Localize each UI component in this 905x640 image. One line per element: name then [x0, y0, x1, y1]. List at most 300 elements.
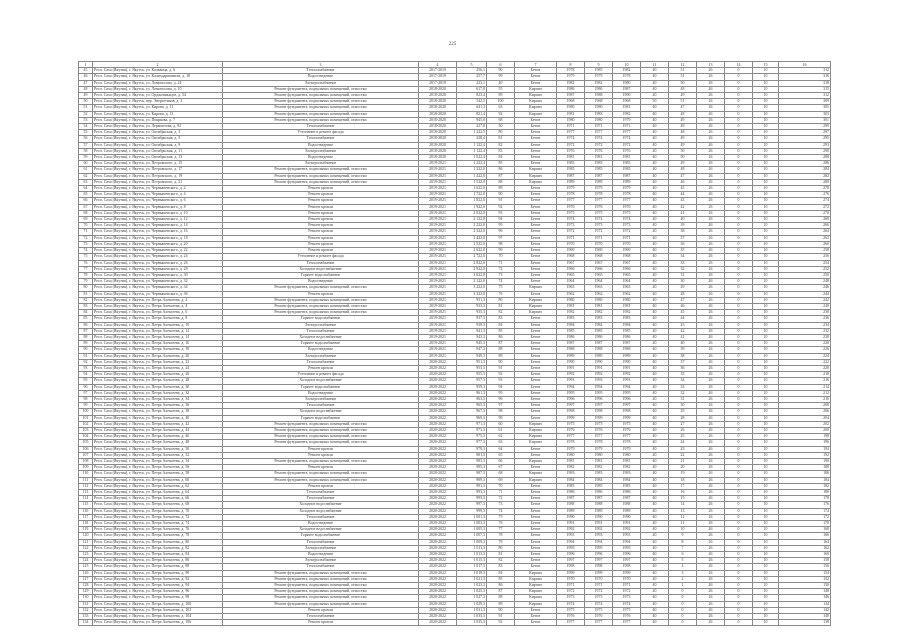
table-cell: 1971: [585, 583, 613, 589]
table-cell: 48: [669, 111, 697, 117]
table-cell: 10: [753, 223, 779, 229]
table-cell: 10: [753, 155, 779, 161]
table-cell: 26: [697, 601, 725, 607]
table-cell: 49: [669, 142, 697, 148]
table-cell: 40: [641, 266, 669, 272]
table-cell: Бетон: [515, 192, 557, 198]
table-cell: 0: [725, 74, 753, 80]
table-cell: 228: [779, 341, 831, 347]
table-cell: 40: [641, 471, 669, 477]
table-cell: 40: [641, 341, 669, 347]
table-cell: Респ. Саха (Якутия), г. Якутск, ул. Петра Алексеева, д. 88: [93, 564, 223, 570]
table-cell: 1 522,0: [457, 179, 487, 185]
table-cell: Респ. Саха (Якутия), г. Якутск, ул. Чернышевского, д. 12: [93, 217, 223, 223]
table-cell: Респ. Саха (Якутия), г. Якутск, ул. Петра Алексеева, д. 74: [93, 521, 223, 527]
table-cell: 51: [669, 99, 697, 105]
table-cell: 79: [79, 279, 93, 285]
table-cell: 26: [697, 527, 725, 533]
table-cell: 26: [697, 272, 725, 278]
table-cell: 26: [697, 384, 725, 390]
table-cell: Бетон: [515, 322, 557, 328]
table-cell: 973,3: [457, 427, 487, 433]
table-cell: 278: [779, 186, 831, 192]
table-cell: 0: [725, 179, 753, 185]
table-cell: Ремонт кровли: [223, 186, 419, 192]
table-cell: Респ. Саха (Якутия), г. Якутск, ул. Петра Алексеева, д. 100: [93, 601, 223, 607]
table-cell: 1966: [613, 266, 641, 272]
table-cell: 2019-2021: [419, 223, 457, 229]
table-cell: Респ. Саха (Якутия), г. Якутск, ул. Петровского, д. 15: [93, 161, 223, 167]
table-cell: 1974: [557, 217, 585, 223]
table-cell: 0: [725, 403, 753, 409]
table-cell: 40: [641, 465, 669, 471]
table-cell: 0: [725, 365, 753, 371]
table-cell: 1970: [585, 576, 613, 582]
table-cell: 0: [725, 378, 753, 384]
table-cell: 985,3: [457, 465, 487, 471]
table-cell: 89: [487, 601, 515, 607]
table-cell: 40: [641, 533, 669, 539]
table-cell: 218: [779, 372, 831, 378]
table-cell: Холодное водоснабжение: [223, 502, 419, 508]
table-cell: Холодное водоснабжение: [223, 508, 419, 514]
table-cell: 1973: [613, 595, 641, 601]
table-cell: 73: [487, 502, 515, 508]
table-cell: 1977: [585, 434, 613, 440]
table-cell: 48: [669, 130, 697, 136]
table-cell: 101: [79, 415, 93, 421]
table-cell: 10: [753, 421, 779, 427]
table-cell: 2019-2021: [419, 173, 457, 179]
table-cell: 2 722,0: [457, 254, 487, 260]
table-cell: 617,8: [457, 86, 487, 92]
table-cell: 40: [641, 446, 669, 452]
table-cell: 82: [487, 142, 515, 148]
table-cell: 1964: [557, 279, 585, 285]
table-cell: 1997: [557, 403, 585, 409]
table-cell: 2018-2020: [419, 148, 457, 154]
table-cell: Бетон: [515, 564, 557, 570]
table-cell: 40: [641, 161, 669, 167]
table-cell: 10: [753, 465, 779, 471]
table-cell: 10: [753, 142, 779, 148]
table-cell: 26: [697, 186, 725, 192]
table-cell: 124: [79, 558, 93, 564]
table-cell: Респ. Саха (Якутия), г. Якутск, ул. Петра Алексеева, д. 46: [93, 434, 223, 440]
table-cell: Кирпич: [515, 576, 557, 582]
table-cell: 26: [697, 316, 725, 322]
table-cell: 26: [697, 359, 725, 365]
table-cell: 949,3: [457, 353, 487, 359]
table-cell: Респ. Саха (Якутия), г. Якутск, ул. Чернышевского, д. 28: [93, 266, 223, 272]
table-cell: 40: [669, 341, 697, 347]
table-cell: Респ. Саха (Якутия), г. Якутск, ул. Петра Алексеева, д. 14: [93, 334, 223, 340]
table-cell: 10: [753, 539, 779, 545]
table-cell: 1987: [613, 173, 641, 179]
table-cell: 293: [779, 142, 831, 148]
table-cell: 1989: [613, 179, 641, 185]
table-cell: 1987: [613, 496, 641, 502]
table-cell: Ремонт кровли: [223, 204, 419, 210]
table-cell: 1981: [557, 459, 585, 465]
table-cell: 114: [79, 496, 93, 502]
table-cell: Ремонт кровли: [223, 483, 419, 489]
table-cell: 1994: [613, 384, 641, 390]
table-cell: 26: [697, 266, 725, 272]
table-cell: 2 222,0: [457, 223, 487, 229]
table-cell: 2019-2021: [419, 241, 457, 247]
table-cell: 2019-2021: [419, 322, 457, 328]
table-cell: Горячее водоснабжение: [223, 533, 419, 539]
table-cell: 81: [487, 303, 515, 309]
table-cell: Холодное водоснабжение: [223, 527, 419, 533]
table-cell: 40: [641, 167, 669, 173]
table-cell: 2020-2022: [419, 614, 457, 620]
table-cell: 979,3: [457, 446, 487, 452]
table-cell: 1991: [557, 365, 585, 371]
table-cell: Кирпич: [515, 459, 557, 465]
table-cell: 1981: [585, 155, 613, 161]
table-cell: 1985: [613, 328, 641, 334]
table-cell: 10: [753, 198, 779, 204]
table-cell: 1993: [585, 378, 613, 384]
table-cell: Водоотведение: [223, 279, 419, 285]
table-cell: 2020-2022: [419, 589, 457, 595]
table-cell: 103: [79, 427, 93, 433]
table-cell: 62: [79, 173, 93, 179]
table-cell: 26: [697, 303, 725, 309]
table-cell: 10: [753, 576, 779, 582]
table-cell: 49: [79, 93, 93, 99]
table-cell: 36: [669, 241, 697, 247]
table-cell: 40: [641, 192, 669, 198]
table-cell: 2 322,0: [457, 229, 487, 235]
table-cell: 174: [779, 508, 831, 514]
table-cell: Респ. Саха (Якутия), г. Якутск, ул. Орджоникидзе, д. 54: [93, 93, 223, 99]
table-cell: 65: [487, 452, 515, 458]
table-cell: 2019-2021: [419, 316, 457, 322]
table-cell: Кирпич: [515, 310, 557, 316]
table-cell: 10: [753, 316, 779, 322]
table-cell: 0: [725, 93, 753, 99]
table-cell: 70: [487, 483, 515, 489]
table-cell: 99: [487, 248, 515, 254]
table-cell: 26: [697, 204, 725, 210]
table-cell: 0: [725, 446, 753, 452]
table-cell: 0: [725, 223, 753, 229]
table-cell: 971,3: [457, 421, 487, 427]
table-cell: 214: [779, 384, 831, 390]
table-cell: 0: [725, 235, 753, 241]
table-cell: 69: [79, 217, 93, 223]
table-cell: 166: [779, 533, 831, 539]
table-cell: 36: [669, 365, 697, 371]
table-cell: 1980: [585, 105, 613, 111]
table-cell: Респ. Саха (Якутия), г. Якутск, ул. Петра Алексеева, д. 96: [93, 589, 223, 595]
table-cell: 29: [669, 285, 697, 291]
table-cell: 10: [753, 545, 779, 551]
table-cell: 69: [487, 477, 515, 483]
table-cell: 2: [669, 576, 697, 582]
table-cell: 242: [779, 297, 831, 303]
table-cell: 10: [753, 303, 779, 309]
table-cell: 0: [725, 155, 753, 161]
table-cell: Бетон: [515, 452, 557, 458]
table-cell: 2020-2022: [419, 527, 457, 533]
table-cell: 1998: [557, 409, 585, 415]
table-cell: 1968: [613, 254, 641, 260]
table-cell: 40: [641, 105, 669, 111]
table-cell: 1965: [613, 272, 641, 278]
table-cell: 1977: [613, 434, 641, 440]
table-cell: 26: [697, 496, 725, 502]
table-cell: Респ. Саха (Якутия), г. Якутск, ул. Ломоносова, д. 10: [93, 86, 223, 92]
table-cell: 1989: [585, 508, 613, 514]
table-cell: 83: [487, 564, 515, 570]
table-cell: 0: [725, 409, 753, 415]
table-cell: 975,3: [457, 434, 487, 440]
table-cell: 1981: [585, 459, 613, 465]
table-cell: 97: [487, 403, 515, 409]
table-cell: Респ. Саха (Якутия), г. Якутск, ул. Петра Алексеева, д. 42: [93, 421, 223, 427]
table-cell: 1976: [557, 614, 585, 620]
table-cell: Ремонт кровли: [223, 291, 419, 297]
table-cell: 222: [779, 359, 831, 365]
table-cell: 83: [79, 303, 93, 309]
table-cell: 40: [641, 601, 669, 607]
table-cell: 109: [79, 465, 93, 471]
table-cell: 1981: [613, 105, 641, 111]
table-cell: 2020-2022: [419, 545, 457, 551]
table-cell: 26: [697, 136, 725, 142]
table-cell: 1975: [585, 421, 613, 427]
table-cell: 40: [641, 217, 669, 223]
table-cell: 40: [641, 372, 669, 378]
table-cell: 0: [725, 607, 753, 613]
table-cell: 88: [487, 347, 515, 353]
table-cell: 10: [753, 521, 779, 527]
table-cell: Респ. Саха (Якутия), г. Якутск, пер. Энергетиков, д. 3: [93, 99, 223, 105]
table-cell: 1982: [613, 465, 641, 471]
table-cell: 138: [779, 620, 831, 626]
table-cell: 152: [779, 576, 831, 582]
table-cell: 981,3: [457, 452, 487, 458]
table-cell: 995,3: [457, 496, 487, 502]
table-cell: 75: [487, 514, 515, 520]
table-cell: 40: [641, 496, 669, 502]
table-cell: 0: [725, 161, 753, 167]
table-cell: 40: [641, 490, 669, 496]
table-cell: 0: [725, 297, 753, 303]
table-cell: 1988: [613, 502, 641, 508]
table-cell: 2018-2020: [419, 86, 457, 92]
table-cell: 1989: [557, 508, 585, 514]
table-cell: 1981: [613, 459, 641, 465]
table-cell: Кирпич: [515, 471, 557, 477]
table-cell: 1990: [613, 93, 641, 99]
table-cell: Теплоснабжение: [223, 614, 419, 620]
table-cell: Водоотведение: [223, 142, 419, 148]
table-cell: 68: [487, 117, 515, 123]
table-cell: 1968: [585, 254, 613, 260]
table-cell: Утепление и ремонт фасада: [223, 254, 419, 260]
table-cell: 37: [669, 235, 697, 241]
table-cell: 10: [753, 390, 779, 396]
table-cell: 0: [725, 502, 753, 508]
table-cell: 0: [725, 204, 753, 210]
table-cell: 40: [641, 502, 669, 508]
table-cell: 268: [779, 217, 831, 223]
table-cell: 130: [79, 595, 93, 601]
table-cell: Респ. Саха (Якутия), г. Якутск, ул. Октябрьская, д. 11: [93, 148, 223, 154]
table-cell: 61: [487, 427, 515, 433]
table-cell: 208: [779, 403, 831, 409]
table-cell: Респ. Саха (Якутия), г. Якутск, ул. Чернышевского, д. 24: [93, 254, 223, 260]
table-cell: 1974: [557, 601, 585, 607]
table-cell: 10: [753, 620, 779, 626]
table-cell: 1978: [613, 74, 641, 80]
table-cell: 2020-2022: [419, 607, 457, 613]
table-cell: 91: [79, 353, 93, 359]
table-cell: 0: [725, 614, 753, 620]
table-cell: Ремонт фундамента, подвальных помещений, отмостки: [223, 583, 419, 589]
table-cell: 1968: [557, 99, 585, 105]
table-cell: Бетон: [515, 396, 557, 402]
table-cell: 1985: [613, 167, 641, 173]
table-cell: 1969: [585, 248, 613, 254]
table-cell: 26: [697, 279, 725, 285]
table-cell: 40: [641, 155, 669, 161]
column-header: 9: [585, 62, 613, 68]
table-cell: 98: [79, 396, 93, 402]
table-cell: 931,3: [457, 297, 487, 303]
table-cell: 50: [669, 80, 697, 86]
table-cell: 91: [487, 198, 515, 204]
table-cell: 40: [641, 427, 669, 433]
table-cell: 156: [779, 564, 831, 570]
table-cell: 1983: [585, 471, 613, 477]
table-cell: 1984: [585, 477, 613, 483]
table-cell: Кирпич: [515, 93, 557, 99]
table-cell: 93: [487, 210, 515, 216]
table-cell: 26: [697, 452, 725, 458]
table-cell: 0: [725, 272, 753, 278]
table-cell: Бетон: [515, 545, 557, 551]
table-cell: 26: [697, 396, 725, 402]
table-cell: Бетон: [515, 161, 557, 167]
table-cell: 146: [779, 595, 831, 601]
table-cell: Респ. Саха (Якутия), г. Якутск, ул. Петра Алексеева, д. 28: [93, 378, 223, 384]
table-cell: 1970: [585, 241, 613, 247]
table-cell: Респ. Саха (Якутия), г. Якутск, ул. Чернышевского, д. 4: [93, 192, 223, 198]
table-cell: 1974: [613, 136, 641, 142]
table-cell: 2 522,0: [457, 241, 487, 247]
table-cell: 2020-2022: [419, 564, 457, 570]
table-cell: 1 003,3: [457, 521, 487, 527]
table-cell: Ремонт фундамента, подвальных помещений, отмостки: [223, 471, 419, 477]
table-cell: 99: [487, 74, 515, 80]
table-cell: 257,7: [457, 74, 487, 80]
table-cell: 1 122,4: [457, 142, 487, 148]
table-cell: 1976: [585, 614, 613, 620]
table-cell: 297: [779, 130, 831, 136]
table-cell: 10: [753, 68, 779, 74]
table-cell: 1999: [613, 570, 641, 576]
table-cell: Респ. Саха (Якутия), г. Якутск, ул. Чернышевского, д. 18: [93, 235, 223, 241]
table-cell: 26: [697, 173, 725, 179]
table-cell: 40: [641, 564, 669, 570]
table-cell: 953,3: [457, 365, 487, 371]
table-cell: 2020-2022: [419, 434, 457, 440]
table-cell: 1 005,3: [457, 527, 487, 533]
table-cell: 92: [487, 204, 515, 210]
table-cell: 965,3: [457, 403, 487, 409]
table-cell: 1989: [585, 353, 613, 359]
table-cell: 0: [725, 248, 753, 254]
table-cell: 260: [779, 241, 831, 247]
table-cell: 10: [753, 403, 779, 409]
table-cell: 121: [79, 539, 93, 545]
table-cell: 1977: [585, 130, 613, 136]
table-cell: Респ. Саха (Якутия), г. Якутск, ул. Петра Алексеева, д. 10: [93, 322, 223, 328]
table-cell: 1987: [557, 93, 585, 99]
table-cell: 26: [697, 421, 725, 427]
table-cell: Холодное водоснабжение: [223, 334, 419, 340]
table-cell: 20: [669, 465, 697, 471]
table-cell: 40: [641, 148, 669, 154]
table-cell: 38: [669, 353, 697, 359]
table-cell: 0: [725, 167, 753, 173]
table-cell: 2020-2022: [419, 496, 457, 502]
table-cell: 61: [79, 167, 93, 173]
table-cell: 26: [697, 68, 725, 74]
table-cell: 80: [487, 297, 515, 303]
table-cell: Респ. Саха (Якутия), г. Якутск, ул. Чернышевского, д. 36: [93, 291, 223, 297]
table-cell: 0: [725, 310, 753, 316]
table-cell: 1 029,3: [457, 601, 487, 607]
table-cell: Респ. Саха (Якутия), г. Якутск, ул. Петра Алексеева, д. 104: [93, 614, 223, 620]
table-cell: 1978: [557, 440, 585, 446]
table-cell: 1973: [585, 595, 613, 601]
table-cell: 40: [641, 328, 669, 334]
table-cell: 10: [753, 372, 779, 378]
table-cell: 1976: [613, 427, 641, 433]
table-cell: 41: [669, 210, 697, 216]
table-cell: 3: [669, 570, 697, 576]
table-cell: Ремонт фундамента, подвальных помещений, отмостки: [223, 285, 419, 291]
table-cell: 3 322,0: [457, 291, 487, 297]
table-cell: 1975: [613, 607, 641, 613]
table-cell: 2020-2022: [419, 372, 457, 378]
table-cell: 0: [669, 620, 697, 626]
table-cell: Ремонт фундамента, подвальных помещений, отмостки: [223, 93, 419, 99]
table-cell: 10: [753, 99, 779, 105]
table-cell: 40: [641, 285, 669, 291]
table-cell: 2020-2022: [419, 576, 457, 582]
table-cell: 40: [641, 297, 669, 303]
table-cell: Респ. Саха (Якутия), г. Якутск, ул. Чернышевского, д. 20: [93, 241, 223, 247]
table-cell: 246: [779, 285, 831, 291]
table-cell: 2020-2022: [419, 477, 457, 483]
table-cell: 10: [753, 396, 779, 402]
table-cell: 1972: [613, 229, 641, 235]
table-cell: 67: [79, 204, 93, 210]
table-cell: 40: [641, 136, 669, 142]
table-cell: 40: [641, 130, 669, 136]
table-cell: Бетон: [515, 130, 557, 136]
table-cell: 2020-2022: [419, 396, 457, 402]
table-cell: 1979: [557, 74, 585, 80]
